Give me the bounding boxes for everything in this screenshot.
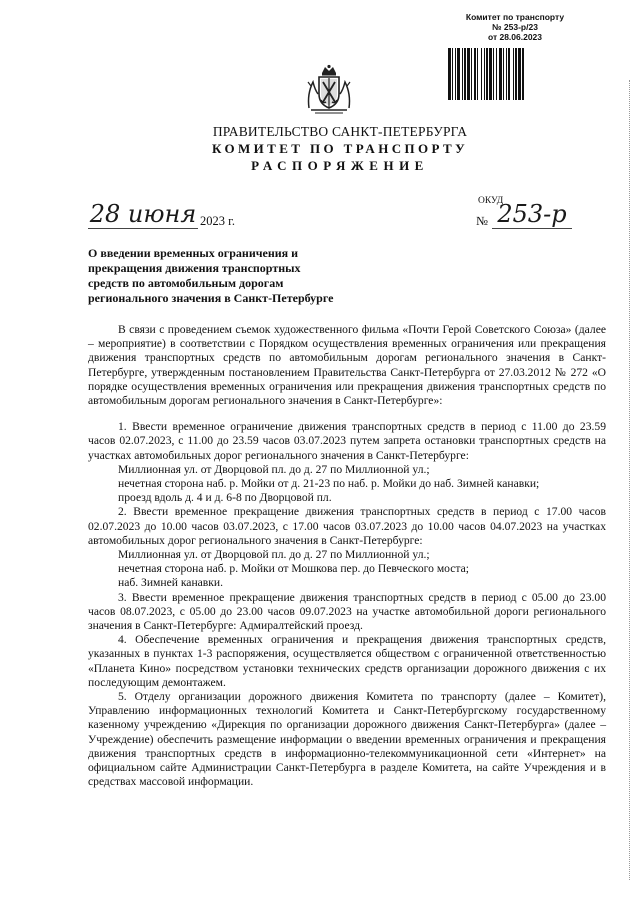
- committee-title: КОМИТЕТ ПО ТРАНСПОРТУ: [211, 141, 469, 156]
- date-year: 2023 г.: [200, 214, 235, 228]
- document-type: РАСПОРЯЖЕНИЕ: [251, 158, 429, 173]
- handwritten-number: 253-р: [492, 200, 572, 229]
- item-2-paragraph: 2. Ввести временное прекращение движения транспортных средств в период с 17.00 часов 02.07.2023 до 10.00 часов 03.07.2023, с 17.00 часов 03.07.2023 до 10.00 часов 04.07.2023 на участках автомобильных дорог регионального значения в Санкт-Петербурге:: [88, 505, 606, 547]
- item-2-street-2: нечетная сторона наб. р. Мойки от Мошкова пер. до Певческого моста;: [118, 562, 469, 576]
- item-1-street-2: нечетная сторона наб. р. Мойки от д. 21-23 по наб. р. Мойки до наб. Зимней канавки;: [118, 477, 540, 491]
- stamp-line-1: Комитет по транспорту: [465, 12, 565, 22]
- item-3-paragraph: 3. Ввести временное прекращение движения транспортных средств в период с 05.00 до 23.00 часов 08.07.2023, с 05.00 до 23.00 часов 09.07.2023 на участке автомобильной дороги регионального значения в Санкт-Петербурге: Адмиралтейский проезд.: [88, 590, 606, 633]
- item-5-paragraph: 5. Отделу организации дорожного движения Комитета по транспорту (далее – Комитет), Управлению информационных технологий Комитета и Санкт-Петербургскому государственному казенному учреждению «Дирекция по организации дорожного движения Санкт-Петербурга» (далее – Учреждение) обеспечить размещение информации о введении временных ограничения и прекращения движения транспортных средств в информационно-телекоммуникационной сети «Интернет» на официальном сайте Администрации Санкт-Петербурга в разделе Комитета, на сайте Учреждения и в средствах массовой информации.: [88, 690, 606, 789]
- stamp-line-2: № 253-р/23: [492, 22, 538, 32]
- government-title: ПРАВИТЕЛЬСТВО САНКТ-ПЕТЕРБУРГА: [212, 124, 468, 139]
- item-1-street-3: проезд вдоль д. 4 и д. 6-8 по Дворцовой пл.: [118, 491, 332, 505]
- stamp-line-3: от 28.06.2023: [487, 32, 543, 42]
- document-subject: О введении временных ограничения и прекращения движения транспортных средств по автомобильным дорогам регионального значения в Санкт-Петербурге: [88, 246, 334, 305]
- item-2-street-1: Миллионная ул. от Дворцовой пл. до д. 27 по Миллионной ул.;: [118, 548, 430, 562]
- item-2-street-3: наб. Зимней канавки.: [118, 576, 224, 590]
- number-sign: №: [476, 214, 488, 228]
- item-4-paragraph: 4. Обеспечение временных ограничения и прекращения движения транспортных средств, указанных в пунктах 1-3 распоряжения, осуществляется обществом с ограниченной ответственностью «Планета Кино» посредством установки технических средств организации дорожного движения с их последующим демонтажем.: [88, 633, 606, 689]
- item-1-paragraph: 1. Ввести временное ограничение движения транспортных средств в период с 11.00 до 23.59 часов 02.07.2023, с 11.00 до 23.59 часов 03.07.2023 путем запрета остановки транспортных средств на участках автомобильных дорог регионального значения в Санкт-Петербурге:: [88, 420, 606, 462]
- registration-stamp: [440, 12, 590, 42]
- handwritten-date: 28 июня: [89, 200, 197, 228]
- document-body: [88, 323, 606, 790]
- preamble-paragraph: В связи с проведением съемок художественного фильма «Почти Герой Советского Союза» (далее – мероприятие) в соответствии с Порядком осуществления временных ограничения или прекращения движения транспортных средств по автомобильным дорогам регионального значения в Санкт-Петербурге, утвержденным постановлением Правительства Санкт-Петербурга от 27.03.2012 № 272 «О порядке осуществления временных ограничения или прекращения движения транспортных средств по автомобильным дорогам регионального значения в Санкт-Петербурге»:: [88, 323, 606, 408]
- okud-label: ОКУД: [478, 196, 504, 206]
- margin-line: [628, 80, 630, 880]
- saint-petersburg-coat-of-arms-icon: [305, 64, 353, 116]
- item-1-street-1: Миллионная ул. от Дворцовой пл. до д. 27 по Миллионной ул.;: [118, 462, 430, 476]
- barcode-bar: [524, 48, 525, 100]
- barcode-icon: [448, 48, 584, 100]
